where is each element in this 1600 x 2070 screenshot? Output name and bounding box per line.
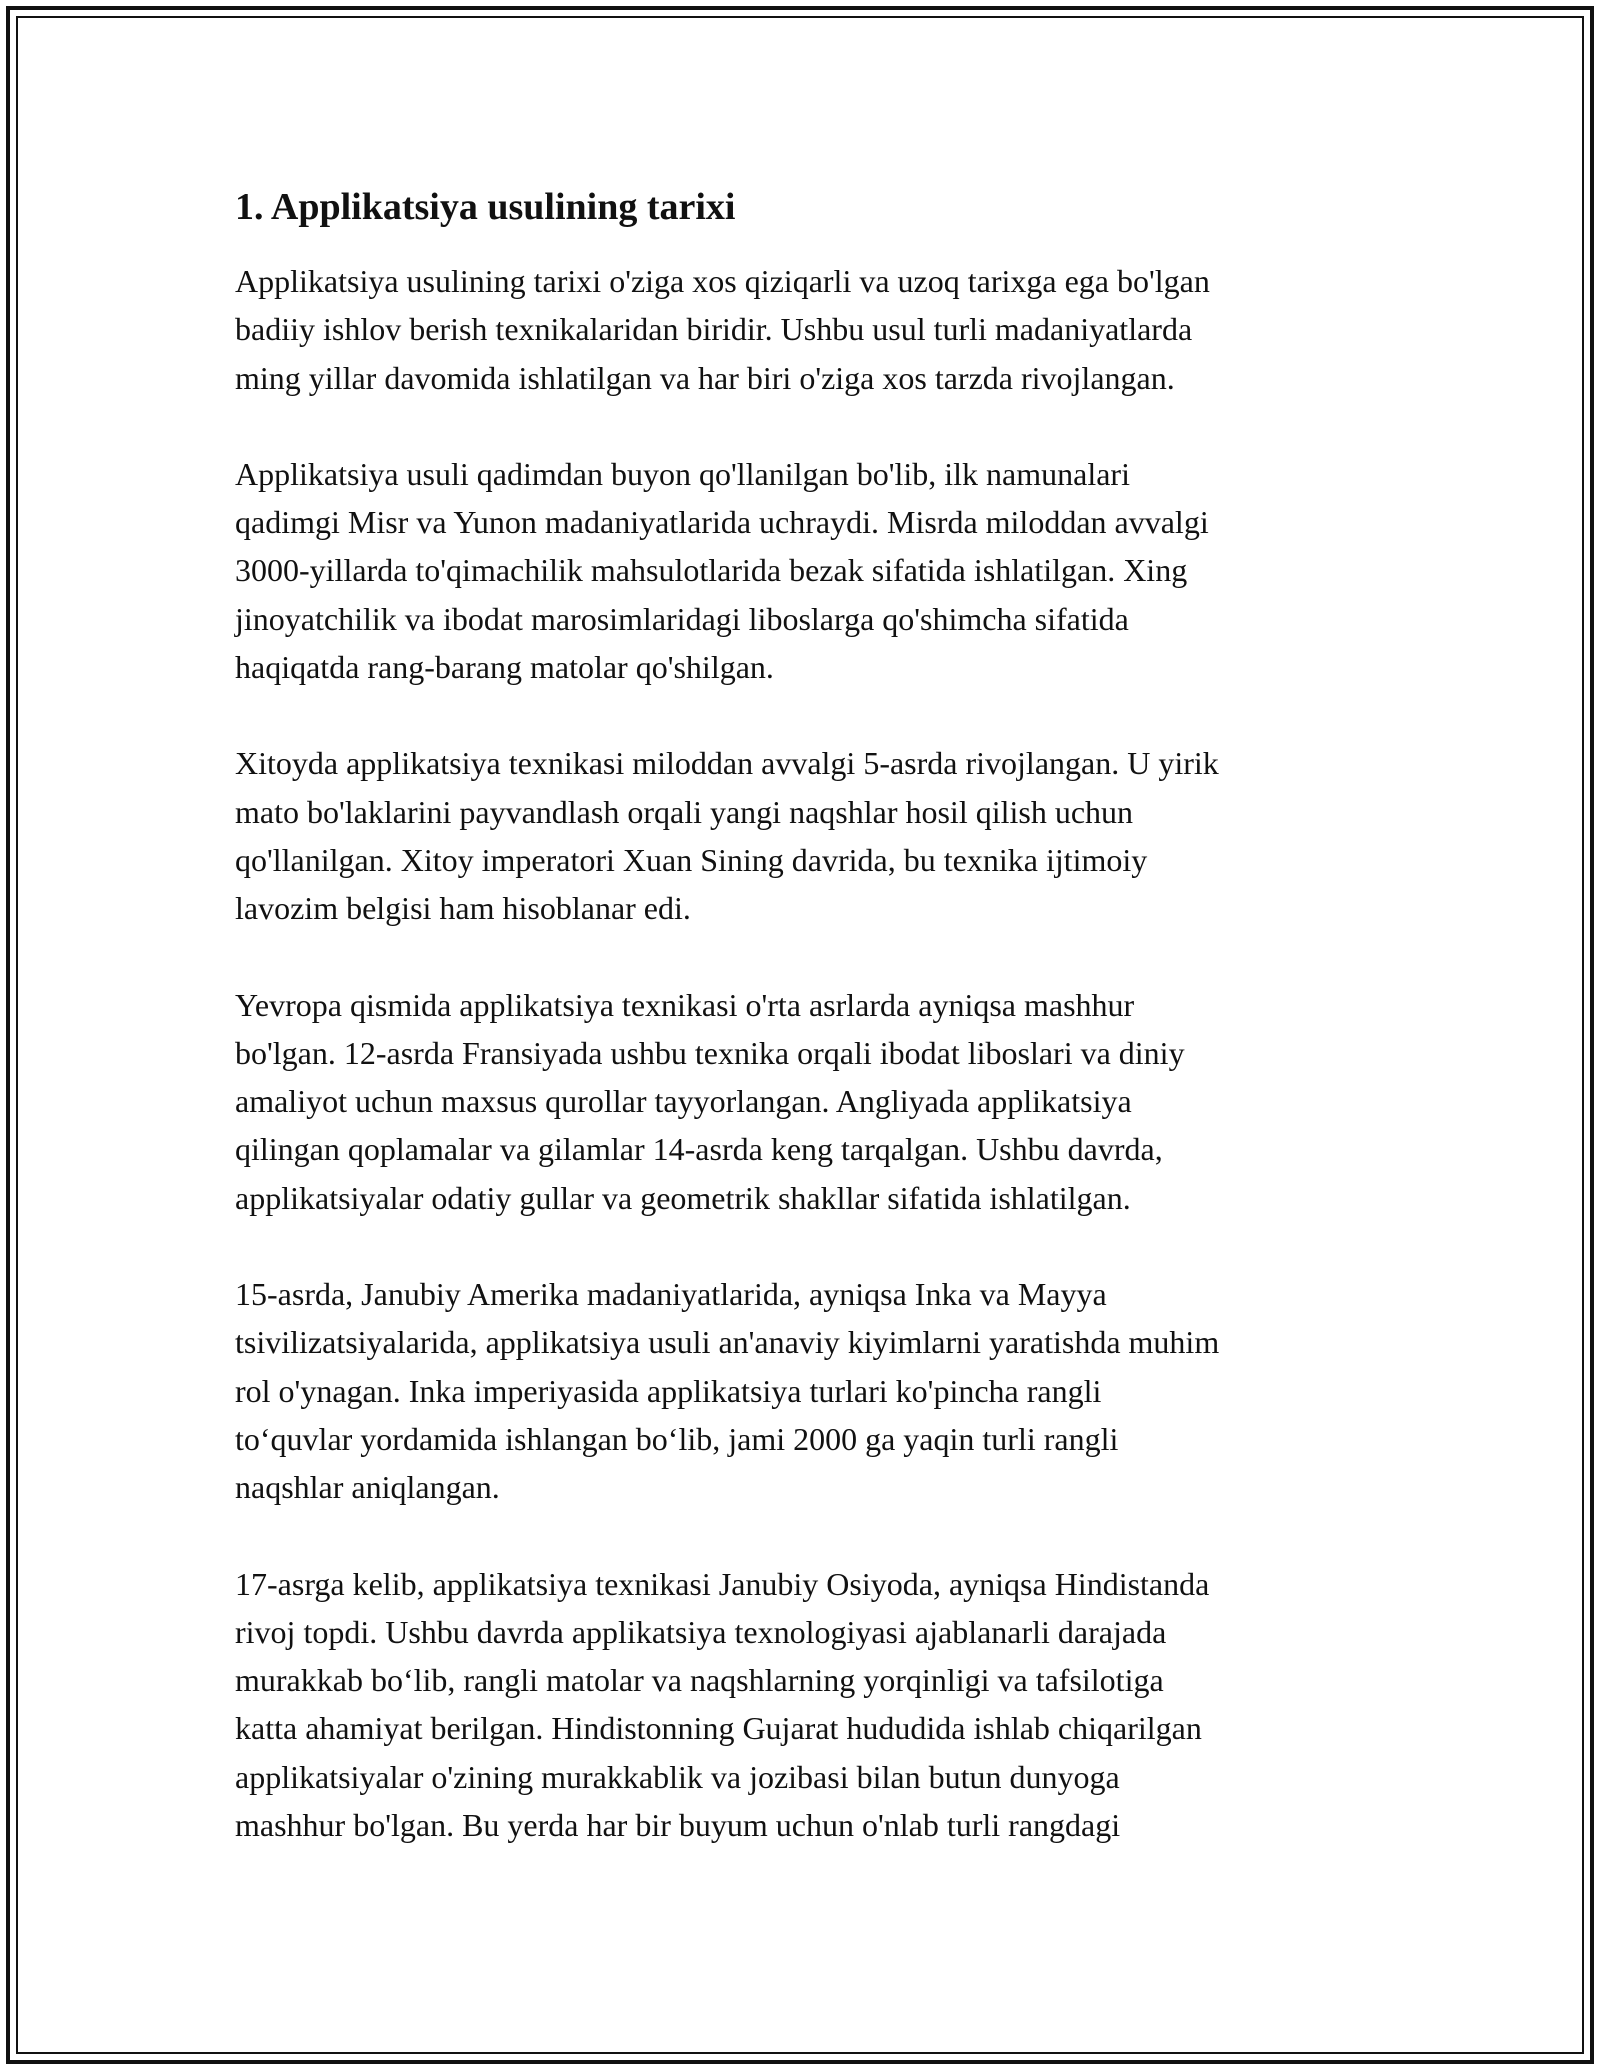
document-body — [235, 185, 1375, 1897]
paragraph-europe: Yevropa qismida applikatsiya texnikasi o'rta asrlarda ayniqsa mashhur bo'lgan. 12-asrda Fransiyada ushbu texnika orqali ibodat liboslari va diniy amaliyot uchun maxsus qurollar tayyorlangan. Angliyada applikatsiya qilingan qoplamalar va gilamlar 14-asrda keng tarqalgan. Ushbu davrda, applikatsiyalar odatiy gullar va geometrik shakllar sifatida ishlatilgan. — [235, 986, 1185, 1216]
paragraph-south-america: 15-asrda, Janubiy Amerika madaniyatlarida, ayniqsa Inka va Mayya tsivilizatsiyalarida, applikatsiya usuli an'anaviy kiyimlarni yaratishda muhim rol o'ynagan. Inka imperiyasida applikatsiya turlari ko'pincha rangli to‘quvlar yordamida ishlangan bo‘lib, jami 2000 ga yaqin turli rangli naqshlar aniqlangan. — [235, 1276, 1220, 1506]
section-heading: 1. Applikatsiya usulining tarixi — [235, 186, 736, 228]
paragraph-china: Xitoyda applikatsiya texnikasi miloddan avvalgi 5-asrda rivojlangan. U yirik mato bo'laklarini payvandlash orqali yangi naqshlar hosil qilish uchun qo'llanilgan. Xitoy imperatori Xuan Sining davrida, bu texnika ijtimoiy lavozim belgisi ham hisoblanar edi. — [235, 745, 1219, 927]
paragraph-egypt-greece: Applikatsiya usuli qadimdan buyon qo'llanilgan bo'lib, ilk namunalari qadimgi Misr va Yunon madaniyatlarida uchraydi. Misrda miloddan avvalgi 3000-yillarda to'qimachilik mahsulotlarida bezak sifatida ishlatilgan. Xing jinoyatchilik va ibodat marosimlaridagi liboslarga qo'shimcha sifatida haqiqatda rang-barang matolar qo'shilgan. — [235, 455, 1209, 686]
paragraph-south-asia: 17-asrga kelib, applikatsiya texnikasi Janubiy Osiyoda, ayniqsa Hindistanda rivoj topdi. Ushbu davrda applikatsiya texnologiyasi ajablanarli darajada murakkab bo‘lib, rangli matolar va naqshlarning yorqinligi va tafsilotiga katta ahamiyat berilgan. Hindistonning Gujarat hududida ishlab chiqarilgan applikatsiyalar o'zining murakkablik va jozibasi bilan butun dunyoga mashhur bo'lgan. Bu yerda har bir buyum uchun o'nlab turli rangdagi — [235, 1565, 1210, 1844]
paragraph-intro: Applikatsiya usulining tarixi o'ziga xos qiziqarli va uzoq tarixga ega bo'lgan badiiy ishlov berish texnikalaridan biridir. Ushbu usul turli madaniyatlarda ming yillar davomida ishlatilgan va har biri o'ziga xos tarzda rivojlangan. — [235, 263, 1210, 396]
